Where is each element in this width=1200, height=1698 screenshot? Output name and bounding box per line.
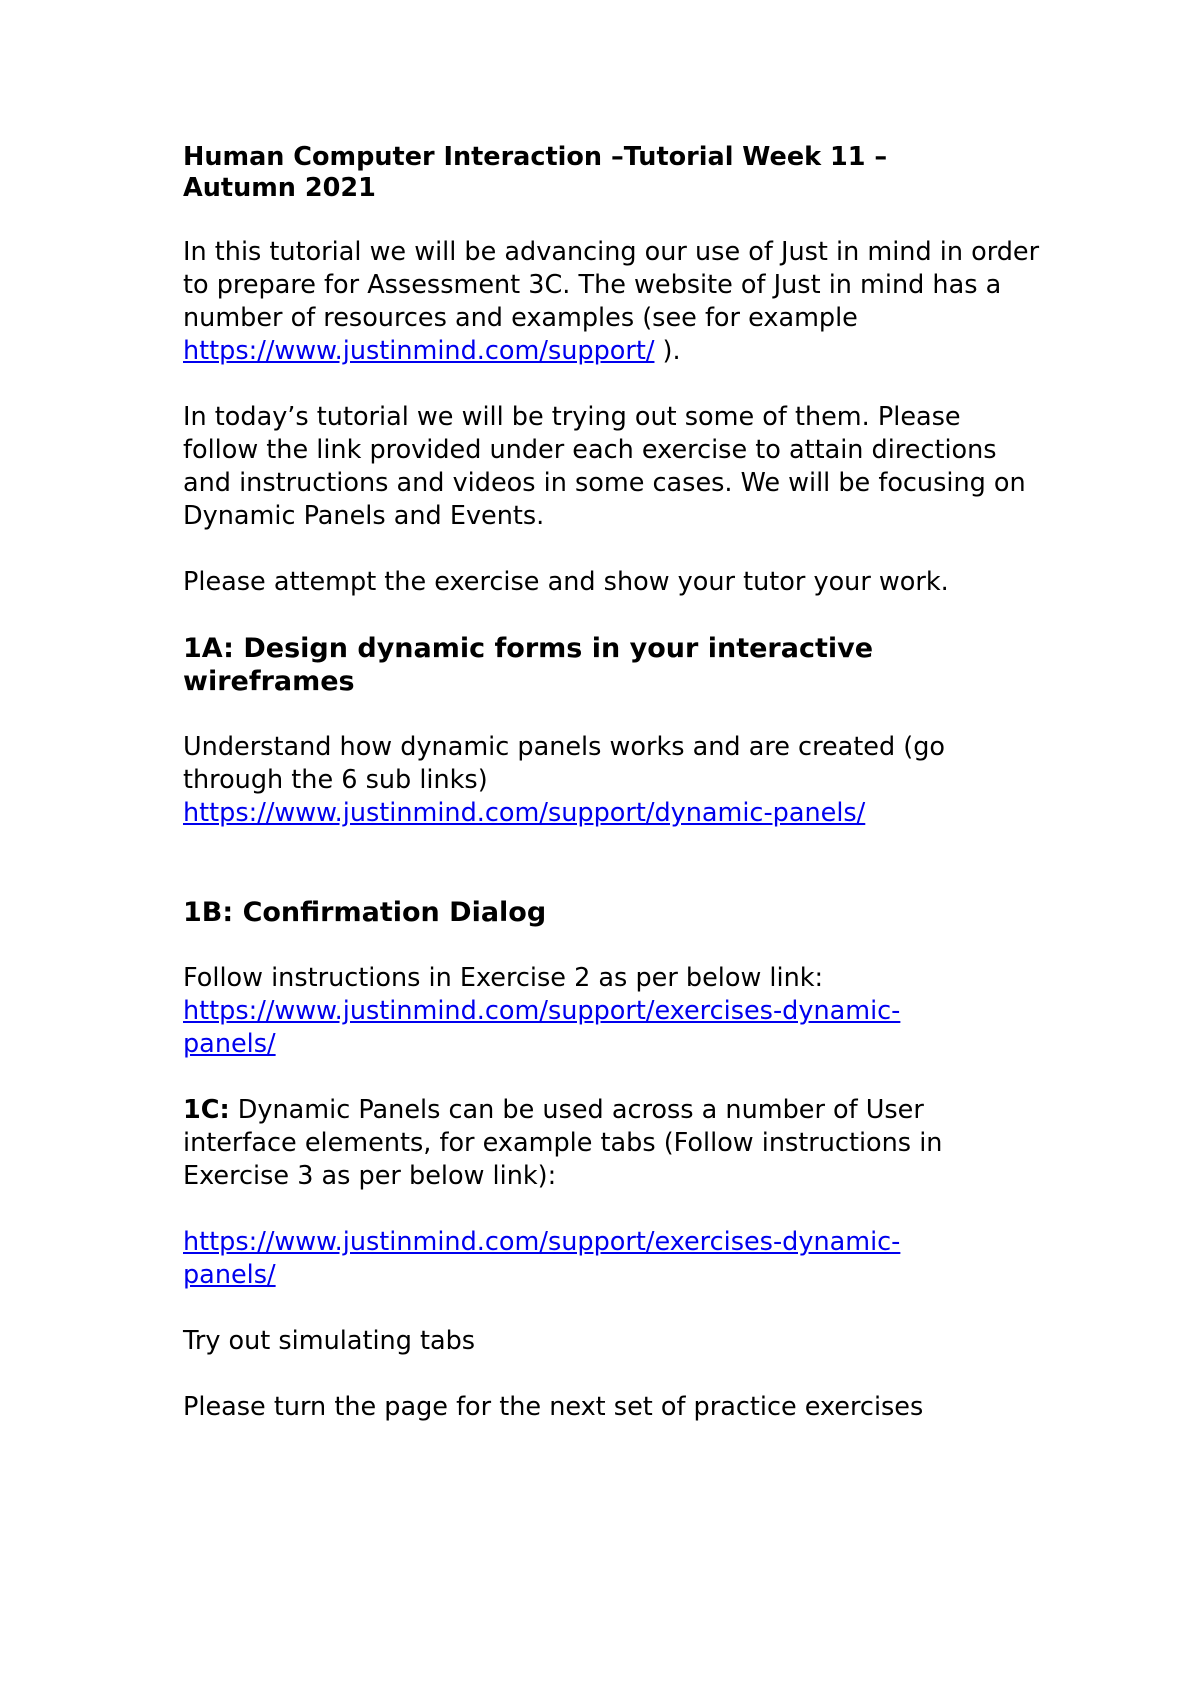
intro-paragraph (183, 236, 1043, 368)
section-1a-description: Understand how dynamic panels works and are created (go through the 6 sub links) (183, 732, 946, 795)
section-1b-text (183, 962, 1043, 1061)
turn-page-paragraph: Please turn the page for the next set of practice exercises (183, 1392, 924, 1422)
try-paragraph: Try out simulating tabs (183, 1326, 476, 1356)
exercises-link-1b-line1[interactable]: https://www.justinmind.com/support/exercises-dynamic- (183, 996, 901, 1026)
section-1b-description: Follow instructions in Exercise 2 as per below link: (183, 963, 824, 993)
today-paragraph: In today’s tutorial we will be trying out some of them. Please follow the link provided under each exercise to attain directions and instructions and videos in some cases. We will be focusing on Dynamic Panels and Events. (183, 402, 1026, 531)
section-1a-heading: 1A: Design dynamic forms in your interactive wireframes (183, 633, 874, 697)
exercises-link-1c-line1[interactable]: https://www.justinmind.com/support/exercises-dynamic- (183, 1227, 901, 1257)
document-body (183, 142, 1043, 1457)
document-title (183, 142, 1043, 204)
dynamic-panels-link[interactable]: https://www.justinmind.com/support/dynamic-panels/ (183, 798, 866, 828)
section-1a-text (183, 731, 1043, 830)
section-1c-text (183, 1094, 1043, 1193)
section-1b-heading: 1B: Confirmation Dialog (183, 897, 547, 928)
exercises-link-1c[interactable] (183, 1227, 900, 1290)
exercises-link-1b[interactable] (183, 996, 900, 1059)
spacer (183, 863, 1043, 896)
intro-text-end: ). (654, 336, 681, 366)
section-1c-description: Dynamic Panels can be used across a number of User interface elements, for example tabs (Follow instructions in Exercise 3 as per below link): (183, 1095, 943, 1191)
title-line-1: Human Computer Interaction –Tutorial Week 11 – (183, 142, 888, 172)
attempt-paragraph: Please attempt the exercise and show your tutor your work. (183, 567, 949, 597)
spacer (183, 830, 1043, 863)
section-1c-label: 1C: (183, 1095, 230, 1125)
exercises-link-1b-line2[interactable]: panels/ (183, 1029, 276, 1059)
title-line-2: Autumn 2021 (183, 173, 376, 203)
exercises-link-1c-line2[interactable]: panels/ (183, 1260, 276, 1290)
section-1c-link-paragraph (183, 1226, 1043, 1292)
support-link[interactable]: https://www.justinmind.com/support/ (183, 336, 655, 366)
intro-text: In this tutorial we will be advancing our use of Just in mind in order to prepare for Assessment 3C. The website of Just in mind has a number of resources and examples (see for example (183, 237, 1040, 333)
